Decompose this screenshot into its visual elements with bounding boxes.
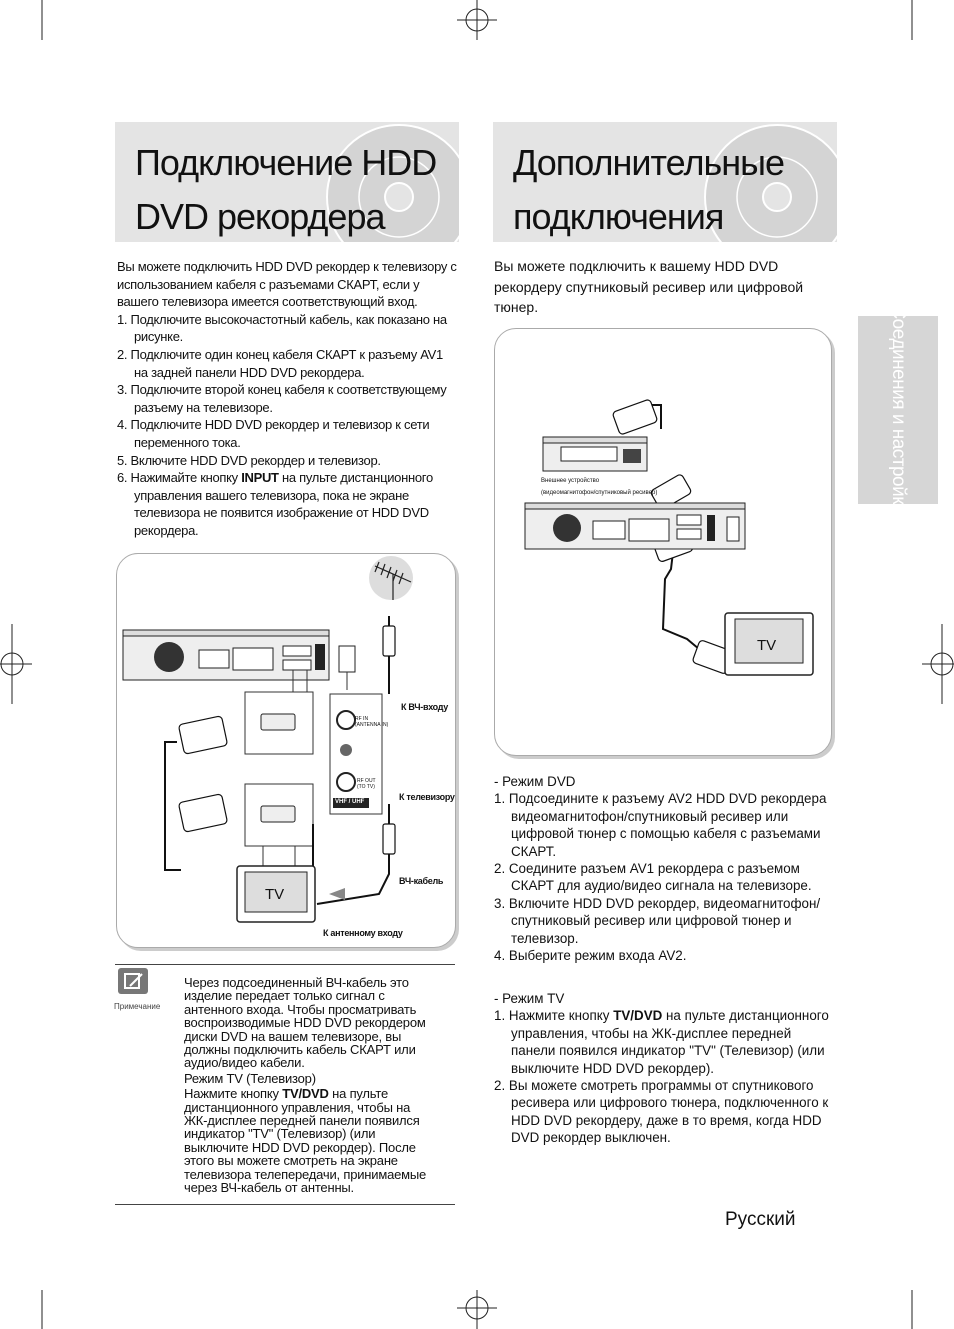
tv-step1-suffix: на пульте дистанционного управления, чтобы на ЖК-дисплее передней панели появился индикатор "TV" (Телевизор) (или выключите HDD DVD рекордер).	[511, 1008, 829, 1076]
note-line: изделие передает только сигнал с	[184, 988, 385, 1004]
tv-mode-heading: - Режим TV	[494, 991, 565, 1006]
input-button-label: INPUT	[241, 470, 279, 486]
note-text	[184, 976, 454, 1195]
left-title-line2: DVD рекордера	[135, 196, 385, 237]
left-diagram	[116, 553, 456, 948]
note-press-suffix: на пульте	[328, 1086, 389, 1102]
note-line: антенного входа. Чтобы просматривать	[184, 1001, 417, 1017]
left-step: 4. Подключите HDD DVD рекордер и телевизор к сети переменного тока.	[117, 417, 430, 450]
rf-in-sub: (ANTENNA IN)	[355, 722, 389, 728]
left-body	[117, 258, 459, 540]
tv-label: TV	[757, 637, 777, 654]
dvd-step: 2. Соедините разъем AV1 рекордера с разъемом СКАРТ для аудио/видео сигнала на телевизоре.	[494, 861, 812, 894]
hdd-dvd-recorder	[123, 630, 355, 680]
step6-suffix: на пульте дистанционного управления вашего телевизора, пока не экране телевизора не появится изображение от HDD DVD рекордера.	[134, 470, 433, 538]
page-language: Русский	[725, 1209, 796, 1230]
tv-step	[494, 1007, 836, 1077]
note-line	[184, 1087, 454, 1100]
right-diagram	[494, 328, 832, 756]
left-steps	[117, 311, 459, 540]
right-title-box	[493, 122, 837, 242]
side-tab	[858, 305, 938, 515]
vhf-uhf-badge: VHF / UHF	[335, 799, 365, 805]
tv-label: TV	[265, 886, 285, 903]
right-title-line2: подключения	[513, 196, 724, 237]
left-title-line1: Подключение HDD	[135, 142, 437, 183]
left-step: 5. Включите HDD DVD рекордер и телевизор.	[117, 452, 381, 468]
connection-diagram-svg	[117, 554, 455, 947]
rf-out-sub: (TO TV)	[357, 784, 375, 790]
left-step: 3. Подключите второй конец кабеля к соответствующему разъему на телевизоре.	[117, 382, 447, 415]
note-icon	[118, 968, 148, 994]
note-line: аудио/видео кабели.	[184, 1055, 305, 1071]
ext-label-2: (видеомагнитофон/спутниковый ресивер)	[541, 490, 658, 496]
side-tab-label: Соединения и настройка	[888, 305, 909, 515]
dvd-step: 1. Подсоедините к разъему AV2 HDD DVD рекордера видеомагнитофон/спутниковый ресивер или цифровой тюнер с помощью кабеля с разъемами СКАРТ.	[494, 791, 827, 859]
left-step: 1. Подключите высокочастотный кабель, как показано на рисунке.	[117, 311, 447, 345]
dvd-step: 4. Выберите режим входа AV2.	[494, 948, 687, 964]
note-line: Режим TV (Телевизор)	[184, 1070, 316, 1086]
ext-label-1: Внешнее устройство	[541, 478, 600, 484]
right-title-line1: Дополнительные	[513, 142, 784, 183]
note-line: должны подключить кабель СКАРТ или	[184, 1042, 416, 1058]
dvd-mode-section	[494, 773, 836, 964]
dvd-mode-steps	[494, 790, 836, 964]
note-line: воспроизводимые HDD DVD рекордером	[184, 1015, 426, 1031]
step6-prefix: 6. Нажимайте кнопку	[117, 470, 242, 486]
antenna-icon	[369, 556, 413, 600]
dvd-mode-heading: - Режим DVD	[494, 774, 576, 789]
tv-mode-steps	[494, 1007, 836, 1146]
left-step: 2. Подключите один конец кабеля СКАРТ к разъему AV1 на задней панели HDD DVD рекордера.	[117, 346, 443, 380]
rf-panel	[330, 694, 382, 814]
left-step	[117, 469, 459, 539]
tv-step1-prefix: 1. Нажмите кнопку	[494, 1008, 614, 1024]
note-line: ЖК-дисплее передней панели появился	[184, 1113, 420, 1129]
rf-in-label	[355, 716, 388, 728]
left-intro: Вы можете подключить HDD DVD рекордер к телевизору с использованием кабеля с разъемами СКАРТ, если у вашего телевизора имеется соответствующий вход.	[117, 259, 457, 310]
note-line: индикатор "TV" (Телевизор) (или	[184, 1126, 376, 1142]
note-line: этого вы можете смотреть на экране	[184, 1153, 398, 1169]
hdd-dvd-recorder	[525, 503, 745, 549]
label-rf-cable: ВЧ-кабель	[399, 876, 444, 886]
left-title	[135, 136, 436, 242]
rf-out-label	[357, 778, 376, 790]
note-line: диски DVD на вашем телевизоре, вы	[184, 1028, 402, 1044]
external-device-icon	[543, 437, 647, 471]
rf-out-text: RF OUT	[357, 778, 376, 784]
note-bottom-rule	[115, 1204, 455, 1205]
label-rf-in: К ВЧ-входу	[401, 702, 448, 712]
tv-mode-section	[494, 990, 836, 1147]
label-antenna-input: К антенному входу	[323, 928, 403, 938]
right-title	[513, 136, 784, 242]
external-device-label	[541, 475, 657, 499]
tv-dvd-button-label: TV/DVD	[613, 1008, 663, 1024]
label-to-tv: К телевизору	[399, 792, 455, 802]
right-intro: Вы можете подключить к вашему HDD DVD рекордеру спутниковый ресивер или цифровой тюнер.	[494, 258, 804, 316]
note-line: дистанционного управления, чтобы на	[184, 1099, 411, 1115]
note-line: через ВЧ-кабель от антенны.	[184, 1180, 354, 1196]
dvd-step: 3. Включите HDD DVD рекордер, видеомагнитофон/ спутниковый ресивер или цифровой тюнер и телевизор.	[494, 895, 821, 946]
left-title-box	[115, 122, 459, 242]
tv-step: 2. Вы можете смотреть программы от спутникового ресивера или цифрового тюнера, подключенного к HDD DVD рекордеру, даже в то время, когда HDD DVD рекордер выключен.	[494, 1078, 829, 1146]
extra-connection-svg	[495, 329, 831, 755]
note-top-rule	[115, 964, 455, 965]
note-line: телевизора телепередачи, принимаемые	[184, 1166, 427, 1182]
note-line: выключите HDD DVD рекордер). После	[184, 1139, 416, 1155]
rf-in-text: RF IN	[355, 716, 369, 722]
note-press-prefix: Нажмите кнопку	[184, 1086, 283, 1102]
arrow-icon	[329, 888, 345, 900]
note-caption: Примечание	[114, 1002, 161, 1011]
tv-dvd-button-label: TV/DVD	[282, 1086, 329, 1102]
note-line: Через подсоединенный ВЧ-кабель это	[184, 975, 409, 990]
